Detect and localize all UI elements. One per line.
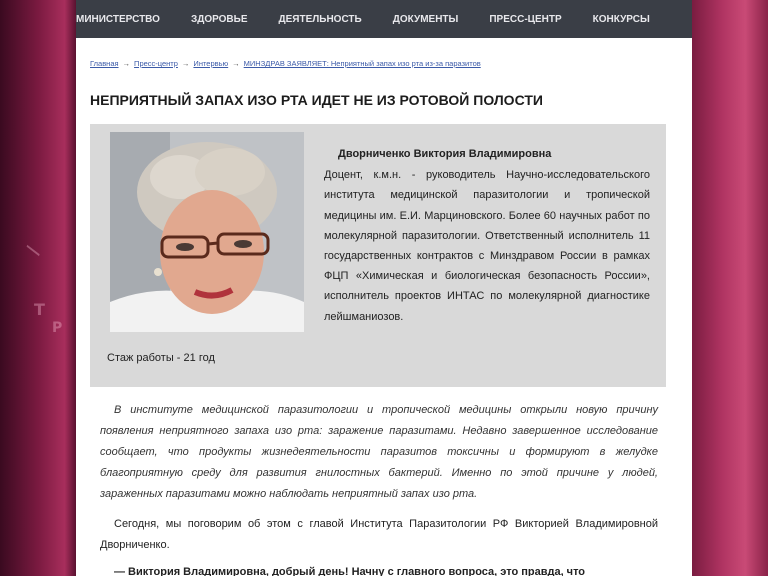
author-bio-box xyxy=(90,124,666,387)
author-photo xyxy=(110,132,304,332)
breadcrumb-link-press-center[interactable]: Пресс-центр xyxy=(134,59,178,68)
breadcrumb-link-interviews[interactable]: Интервью xyxy=(193,59,229,68)
background-decoration: Т xyxy=(34,300,45,319)
tv-background-left xyxy=(0,0,76,576)
nav-item-contests[interactable]: КОНКУРСЫ xyxy=(592,13,650,25)
article-question: — Виктория Владимировна, добрый день! Начну с главного вопроса, это правда, что xyxy=(114,566,586,576)
author-name: Дворниченко Виктория Владимировна xyxy=(338,148,552,160)
breadcrumb-link-home[interactable]: Главная xyxy=(90,59,119,68)
author-experience: Стаж работы - 21 год xyxy=(107,352,215,364)
tv-background-right xyxy=(692,0,768,576)
article-paragraph: Сегодня, мы поговорим об этом с главой Института Паразитологии РФ Викторией Владимировной Дворниченко. xyxy=(100,518,658,551)
author-bio-text-block xyxy=(324,144,650,327)
web-page xyxy=(76,0,692,576)
breadcrumb-separator: → xyxy=(232,59,240,68)
author-bio-description: Доцент, к.м.н. - руководитель Научно-исследовательского института медицинской паразитологии и тропической медицины им. Е.И. Марциновского. Более 60 научных работ по молекулярной паразитологии. Ответственный исполнитель 11 государственных контрактов с Минздравом России в рамках ФЦП «Химическая и биологическая безопасность России», исполнитель проектов ИНТАС по молекулярной диагностике лейшманиозов. xyxy=(324,169,650,323)
breadcrumb-separator: → xyxy=(181,59,190,68)
breadcrumb xyxy=(90,59,481,68)
nav-item-ministry[interactable]: МИНИСТЕРСТВО xyxy=(76,13,160,25)
nav-item-health[interactable]: ЗДОРОВЬЕ xyxy=(190,13,248,25)
nav-item-documents[interactable]: ДОКУМЕНТЫ xyxy=(392,13,459,25)
main-navigation xyxy=(76,0,692,38)
nav-item-press-center[interactable]: ПРЕСС-ЦЕНТР xyxy=(489,13,562,25)
article-title: НЕПРИЯТНЫЙ ЗАПАХ ИЗО РТА ИДЕТ НЕ ИЗ РОТОВОЙ ПОЛОСТИ xyxy=(90,92,543,108)
breadcrumb-link-current[interactable]: МИНЗДРАВ ЗАЯВЛЯЕТ: Неприятный запах изо рта из-за паразитов xyxy=(243,59,481,68)
background-decoration: / xyxy=(22,243,45,258)
author-portrait-image xyxy=(110,132,304,332)
background-decoration: Р xyxy=(52,320,63,336)
nav-item-activity[interactable]: ДЕЯТЕЛЬНОСТЬ xyxy=(278,13,362,25)
breadcrumb-separator: → xyxy=(122,59,131,68)
article-intro: В институте медицинской паразитологии и тропической медицины открыли новую причину появления неприятного запаха изо рта: заражение паразитами. Недавно завершенное исследование сообщает, что продукты жизнедеятельности паразитов токсичны и формируют в желудке благоприятную среду для развития гнилостных бактерий. Именно по этой причине у людей, зараженных паразитами можно наблюдать неприятный запах изо рта. xyxy=(100,404,658,500)
